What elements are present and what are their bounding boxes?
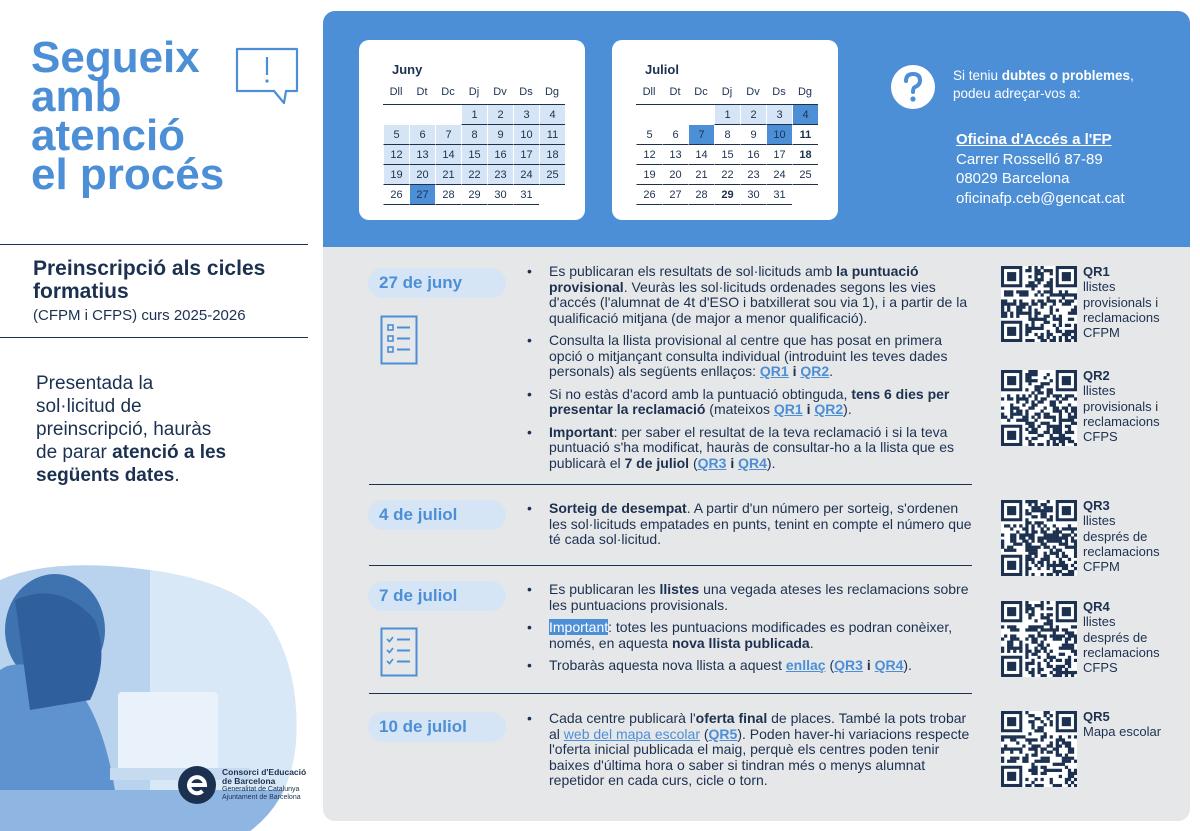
qr1-link[interactable]: QR1 xyxy=(773,401,803,417)
weekday-header xyxy=(636,86,818,98)
qr-caption xyxy=(1083,368,1173,446)
calendar-day: 18 xyxy=(792,145,818,165)
calendar-day: 10 xyxy=(766,125,792,145)
calendar-day: 24 xyxy=(513,165,539,185)
course-heading: Preinscripció als cicles formatius (CFPM i CFPS) curs 2025-2026 xyxy=(33,257,266,324)
calendar-day: 27 xyxy=(662,185,688,205)
calendar-day: 17 xyxy=(513,145,539,165)
qr-block xyxy=(1001,370,1173,446)
weekday-label: Dll xyxy=(389,86,403,98)
calendar-day: 11 xyxy=(539,125,565,145)
calendar-day: 21 xyxy=(435,165,461,185)
calendar-month-title: Juny xyxy=(392,62,423,77)
checklist-icon xyxy=(380,627,418,677)
weekday-label: Dc xyxy=(441,86,455,98)
qr-block xyxy=(1001,266,1173,342)
office-name-link[interactable]: Oficina d'Accés a l'FP xyxy=(956,131,1112,148)
qr-block xyxy=(1001,711,1173,787)
qr-caption xyxy=(1083,264,1173,342)
qr-id: QR3 xyxy=(1083,498,1110,513)
qr-description-line: llistes xyxy=(1083,614,1116,630)
weekday-label: Ds xyxy=(772,86,786,98)
calendar-day: 20 xyxy=(409,165,435,185)
office-contact: Oficina d'Accés a l'FP Carrer Rosselló 87-89 08029 Barcelona oficinafp.ceb@gencat.cat xyxy=(956,131,1125,207)
calendar-day: 26 xyxy=(383,185,409,205)
calendar-month-title: Juliol xyxy=(645,62,679,77)
divider xyxy=(0,337,308,338)
qr-description-line: llistes xyxy=(1083,279,1116,295)
qr-block xyxy=(1001,601,1173,677)
weekday-label: Dv xyxy=(746,86,760,98)
office-email[interactable]: oficinafp.ceb@gencat.cat xyxy=(956,189,1125,207)
checklist-icon xyxy=(380,315,418,365)
calendar-day: 11 xyxy=(792,125,818,145)
calendar-day: 3 xyxy=(766,105,792,125)
qr-id: QR1 xyxy=(1083,264,1110,279)
divider xyxy=(0,244,308,245)
qr-description-line: CFPS xyxy=(1083,429,1118,445)
calendar-day: 22 xyxy=(461,165,487,185)
weekday-header xyxy=(383,86,565,98)
calendar-day xyxy=(435,105,461,125)
calendar-day xyxy=(539,185,565,205)
calendar-day: 1 xyxy=(714,105,740,125)
calendar-day: 28 xyxy=(435,185,461,205)
qr-description-line: Mapa escolar xyxy=(1083,724,1162,740)
weekday-label: Dg xyxy=(797,86,813,98)
qr4-link[interactable]: QR4 xyxy=(874,657,904,673)
consorci-e-icon xyxy=(178,766,216,804)
qr4-link[interactable]: QR4 xyxy=(738,454,767,471)
qr3-link[interactable]: QR3 xyxy=(697,454,727,471)
calendar-day xyxy=(636,105,662,125)
qr-description-line: després de xyxy=(1083,528,1148,544)
date-badge: 7 de juliol xyxy=(368,581,506,611)
weekday-label: Ds xyxy=(519,86,533,98)
calendar-day: 20 xyxy=(662,165,688,185)
qr3-link[interactable]: QR3 xyxy=(834,657,863,673)
calendar-day: 16 xyxy=(740,145,766,165)
divider xyxy=(369,693,972,694)
calendar-day: 23 xyxy=(740,165,766,185)
calendar-day xyxy=(409,105,435,125)
calendar-day: 31 xyxy=(513,185,539,205)
calendar-day: 24 xyxy=(766,165,792,185)
calendar-day: 5 xyxy=(636,125,662,145)
calendar-day: 13 xyxy=(662,145,688,165)
calendar-day: 30 xyxy=(740,185,766,205)
calendar-grid xyxy=(383,104,565,205)
qr-description-line: reclamacions xyxy=(1083,309,1160,325)
qr5-link[interactable]: QR5 xyxy=(708,725,738,742)
calendar-day: 19 xyxy=(636,165,662,185)
calendar-day: 31 xyxy=(766,185,792,205)
calendar-day xyxy=(383,105,409,125)
calendar-day: 17 xyxy=(766,145,792,165)
calendar-day: 5 xyxy=(383,125,409,145)
weekday-label: Dt xyxy=(669,86,681,98)
calendar-day: 8 xyxy=(714,125,740,145)
speech-bubble-icon xyxy=(234,46,300,104)
calendar-day: 21 xyxy=(688,165,714,185)
calendar-day: 4 xyxy=(539,105,565,125)
section-july-7: • Es publicaran les llistes una vegada ateses les reclamacions sobre les puntuacions provisionals. • Important: totes les puntuacions modificades es podran conèixer, només, en aquesta nova llista publicada. • Trobaràs aquesta nova llista a aquest enllaç (QR3 i QR4). xyxy=(527,582,977,681)
qr-description-line: reclamacions xyxy=(1083,543,1160,559)
calendar-day: 14 xyxy=(435,145,461,165)
calendar-day xyxy=(662,105,688,125)
weekday-label: Dj xyxy=(721,86,733,98)
calendar-day: 29 xyxy=(714,185,740,205)
calendar-day: 23 xyxy=(487,165,513,185)
section-july-10: • Cada centre publicarà l'oferta final de places. També la pots trobar al web del mapa escolar (QR5). Poden haver-hi variacions respecte l'oferta inicial publicada el maig, perquè els centres poden tenir baixes d'última hora o saber si tindran més o menys alumnat repetidor en cada curs, cicle o torn. xyxy=(527,711,977,796)
calendar-day: 19 xyxy=(383,165,409,185)
qr-caption xyxy=(1083,498,1173,576)
date-badge: 10 de juliol xyxy=(368,712,506,742)
qr-code-icon[interactable] xyxy=(1001,370,1077,446)
weekday-label: Dc xyxy=(694,86,708,98)
calendar-day xyxy=(792,185,818,205)
qr1-link[interactable]: QR1 xyxy=(759,363,789,379)
qr-description-line: CFPM xyxy=(1083,325,1120,341)
new-list-link[interactable]: enllaç xyxy=(785,657,826,673)
divider xyxy=(369,565,972,566)
calendar-day: 6 xyxy=(409,125,435,145)
calendar-day: 2 xyxy=(740,105,766,125)
calendar-day: 26 xyxy=(636,185,662,205)
qr-id: QR2 xyxy=(1083,368,1110,383)
qr-description-line: CFPS xyxy=(1083,660,1118,676)
intro-text: Presentada la sol·licitud de preinscripció, hauràs de parar atenció a les següents dates. xyxy=(36,373,227,486)
calendar-day xyxy=(688,105,714,125)
calendar-june xyxy=(359,40,585,220)
calendar-day: 15 xyxy=(461,145,487,165)
calendar-day: 9 xyxy=(740,125,766,145)
qr-description-line: provisionals i xyxy=(1083,398,1159,414)
qr-description-line: després de xyxy=(1083,629,1148,645)
calendar-day: 3 xyxy=(513,105,539,125)
calendar-july xyxy=(612,40,838,220)
calendar-day: 6 xyxy=(662,125,688,145)
calendar-day: 16 xyxy=(487,145,513,165)
calendar-day: 22 xyxy=(714,165,740,185)
calendar-day: 18 xyxy=(539,145,565,165)
date-badge: 27 de juny xyxy=(368,268,506,298)
calendar-day: 14 xyxy=(688,145,714,165)
calendar-day: 13 xyxy=(409,145,435,165)
section-july-4: • Sorteig de desempat. A partir d'un número per sorteig, s'ordenen les sol·licituds empatades en punts, tenint en compte el número que té cada sol·licitud. xyxy=(527,501,977,555)
qr2-link[interactable]: QR2 xyxy=(800,363,830,379)
qr-code-icon[interactable] xyxy=(1001,266,1077,342)
calendar-day: 8 xyxy=(461,125,487,145)
calendar-day: 28 xyxy=(688,185,714,205)
weekday-label: Dt xyxy=(416,86,428,98)
weekday-label: Dll xyxy=(642,86,656,98)
calendar-day: 25 xyxy=(539,165,565,185)
calendar-day: 15 xyxy=(714,145,740,165)
qr-description-line: CFPM xyxy=(1083,559,1120,575)
calendar-day: 7 xyxy=(688,125,714,145)
qr-description-line: reclamacions xyxy=(1083,413,1160,429)
qr-caption xyxy=(1083,709,1173,787)
weekday-label: Dj xyxy=(468,86,480,98)
calendar-day: 12 xyxy=(636,145,662,165)
qr-description-line: provisionals i xyxy=(1083,294,1159,310)
calendar-day: 10 xyxy=(513,125,539,145)
calendar-day: 25 xyxy=(792,165,818,185)
page-title: Segueix amb atenció el procés xyxy=(31,33,225,199)
qr-description-line: llistes xyxy=(1083,513,1116,529)
qr-description-line: reclamacions xyxy=(1083,644,1160,660)
calendar-day: 9 xyxy=(487,125,513,145)
qr-id: QR4 xyxy=(1083,599,1110,614)
calendar-day: 2 xyxy=(487,105,513,125)
qr-code-icon[interactable] xyxy=(1001,601,1077,677)
calendar-day: 30 xyxy=(487,185,513,205)
calendar-day: 4 xyxy=(792,105,818,125)
calendar-day: 7 xyxy=(435,125,461,145)
date-badge: 4 de juliol xyxy=(368,500,506,530)
school-map-link[interactable]: web del mapa escolar xyxy=(563,725,700,742)
divider xyxy=(369,484,972,485)
qr-caption xyxy=(1083,599,1173,677)
qr-id: QR5 xyxy=(1083,709,1110,724)
calendar-grid xyxy=(636,104,818,205)
calendar-day: 1 xyxy=(461,105,487,125)
weekday-label: Dv xyxy=(493,86,507,98)
section-june-27: • Es publicaran els resultats de sol·licituds amb la puntuació provisional. Veuràs les sol·licituds ordenades segons les vies d'accés (l'alumnat de 4t d'ESO i batxillerat sou via 1), i a partir de la qualificació mitjana (de major a menor qualificació). • Consulta la llista provisional al centre que has posat en primera opció o mitjançant consulta individual (introduint les teves dades personals) als següents enllaços: QR1 i QR2. • Si no estàs d'acord amb la puntuació obtinguda, tens 6 dies per presentar la reclamació (mateixos QR1 i QR2). • Important: per saber el resultat de la teva reclamació i si la teva puntuació s'ha modificat, hauràs de consultar-ho a la llista que es publicarà el 7 de juliol (QR3 i QR4). xyxy=(527,264,977,478)
consorci-logo: Consorci d'Educació de Barcelona Generalitat de Catalunya Ajuntament de Barcelona xyxy=(178,766,306,804)
question-mark-icon xyxy=(890,64,936,110)
help-text: Si teniu dubtes o problemes, podeu adreçar-vos a: xyxy=(953,68,1134,101)
calendar-day: 29 xyxy=(461,185,487,205)
qr-description-line: llistes xyxy=(1083,383,1116,399)
qr-code-icon[interactable] xyxy=(1001,711,1077,787)
qr-code-icon[interactable] xyxy=(1001,500,1077,576)
weekday-label: Dg xyxy=(544,86,560,98)
calendar-day: 12 xyxy=(383,145,409,165)
calendar-day: 27 xyxy=(409,185,435,205)
qr2-link[interactable]: QR2 xyxy=(814,401,844,417)
qr-block xyxy=(1001,500,1173,576)
